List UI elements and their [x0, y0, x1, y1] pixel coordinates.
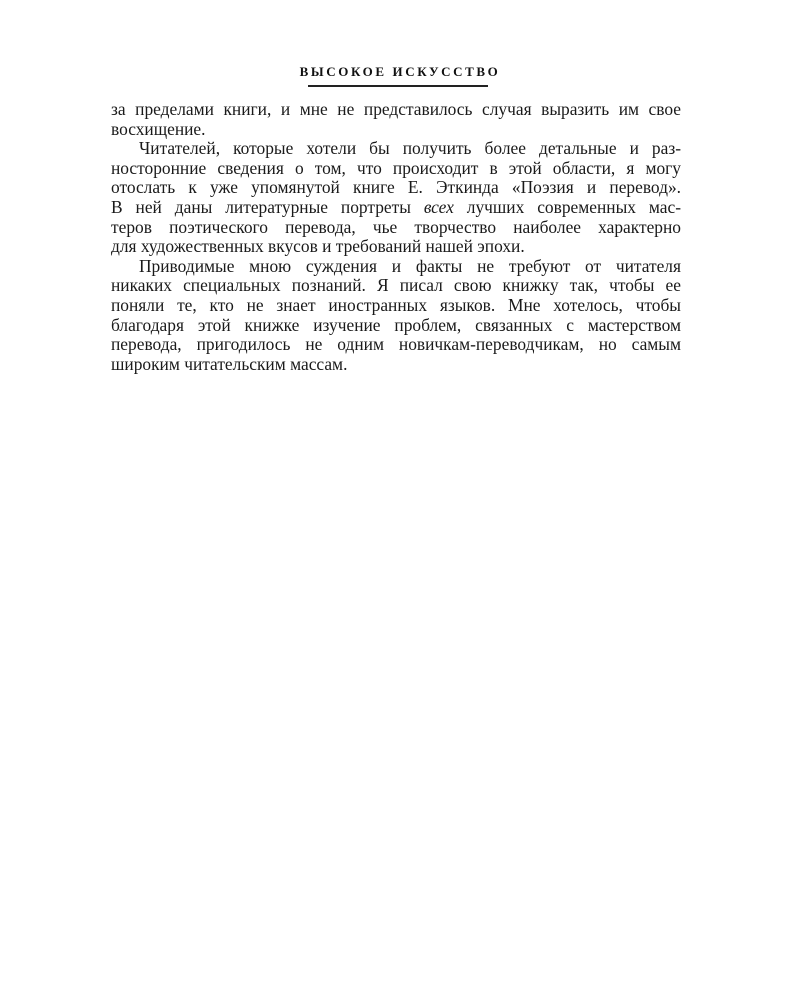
italic-emphasis: всех	[423, 196, 454, 217]
body-text	[111, 100, 681, 374]
text-segment: В ней даны литературные портреты	[111, 196, 424, 217]
text-line: никаких специальных познаний. Я писал свою книжку так, чтобы ее	[111, 275, 681, 296]
text-line: Читателей, которые хотели бы получить более детальные и раз-	[139, 138, 681, 159]
text-line: за пределами книги, и мне не представилось случая выразить им свое	[111, 99, 681, 119]
text-line: носторонние сведения о том, что происходит в этой области, я могу	[111, 157, 681, 178]
running-head	[0, 63, 800, 81]
text-line: поняли те, кто не знает иностранных языков. Мне хотелось, чтобы	[111, 294, 681, 315]
text-line: широким читательским массам.	[111, 353, 348, 374]
running-head-title: ВЫСОКОЕ ИСКУССТВО	[299, 64, 501, 79]
text-line: благодаря этой книжке изучение проблем, связанных с мастерством	[111, 314, 681, 335]
text-line: Приводимые мною суждения и факты не требуют от читателя	[139, 255, 681, 276]
text-segment: лучших современных мас-	[453, 196, 681, 217]
text-line: восхищение.	[111, 118, 206, 139]
text-line: отослать к уже упомянутой книге Е. Эткинда «Поэзия и перевод».	[111, 177, 681, 198]
text-line: теров поэтического перевода, чье творчество наиболее характерно	[111, 216, 681, 237]
text-line: перевода, пригодилось не одним новичкам-переводчикам, но самым	[111, 334, 681, 355]
text-line	[111, 198, 681, 218]
running-head-rule	[308, 85, 488, 87]
text-line: для художественных вкусов и требований нашей эпохи.	[111, 236, 525, 257]
